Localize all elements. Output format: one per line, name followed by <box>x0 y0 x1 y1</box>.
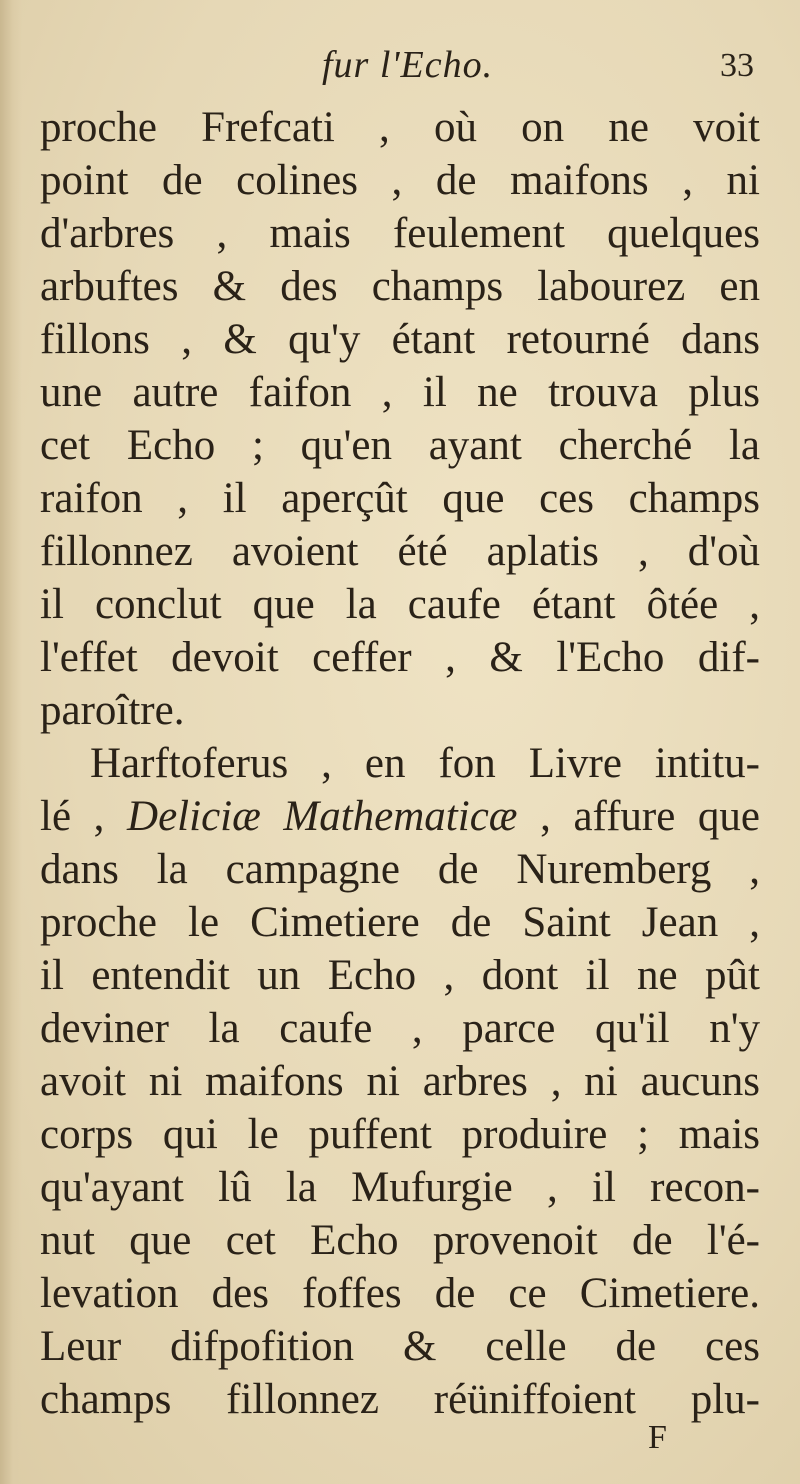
text-line: dans la campagne de Nuremberg , <box>40 846 760 893</box>
text-line: levation des foffes de ce Cimetiere. <box>40 1270 760 1317</box>
text-line: l'effet devoit ceffer , & l'Echo dif- <box>40 634 760 681</box>
text-line-with-title: lé , Deliciæ Mathematicæ , affure que <box>40 793 761 840</box>
page-number: 33 <box>720 47 754 84</box>
text-line: nut que cet Echo provenoit de l'é- <box>40 1217 760 1264</box>
text-line: point de colines , de maifons , ni <box>40 157 760 204</box>
book-title: Deliciæ Mathematicæ <box>127 793 518 840</box>
text-line: fillons , & qu'y étant retourné dans <box>40 316 760 363</box>
text-line: corps qui le puffent produire ; mais <box>40 1111 760 1158</box>
text-line: il conclut que la caufe étant ôtée , <box>40 581 760 628</box>
signature-mark: F <box>648 1419 667 1456</box>
text-line: champs fillonnez réüniffoient plu- <box>40 1376 760 1423</box>
text-line: avoit ni maifons ni arbres , ni aucuns <box>40 1058 760 1105</box>
text-line: cet Echo ; qu'en ayant cherché la <box>40 422 760 469</box>
text-line: fillonnez avoient été aplatis , d'où <box>40 528 760 575</box>
text-line: d'arbres , mais feulement quelques <box>40 210 760 257</box>
text-line: deviner la caufe , parce qu'il n'y <box>40 1005 760 1052</box>
paragraph-end-line: paroître. <box>40 687 185 734</box>
running-title: fur l'Echo. <box>322 44 494 86</box>
paragraph-start-line: Harftoferus , en fon Livre intitu- <box>90 740 760 787</box>
text-line: proche Frefcati , où on ne voit <box>40 104 760 151</box>
text-line: il entendit un Echo , dont il ne pût <box>40 952 760 999</box>
page-binding-shadow <box>0 0 22 1484</box>
text-line: raifon , il aperçût que ces champs <box>40 475 760 522</box>
text-line: Leur difpofition & celle de ces <box>40 1323 760 1370</box>
page-header <box>0 42 800 92</box>
text-line: une autre faifon , il ne trouva plus <box>40 369 760 416</box>
text-line: proche le Cimetiere de Saint Jean , <box>40 899 760 946</box>
text-line: arbuftes & des champs labourez en <box>40 263 760 310</box>
text-line: qu'ayant lû la Mufurgie , il recon- <box>40 1164 760 1211</box>
